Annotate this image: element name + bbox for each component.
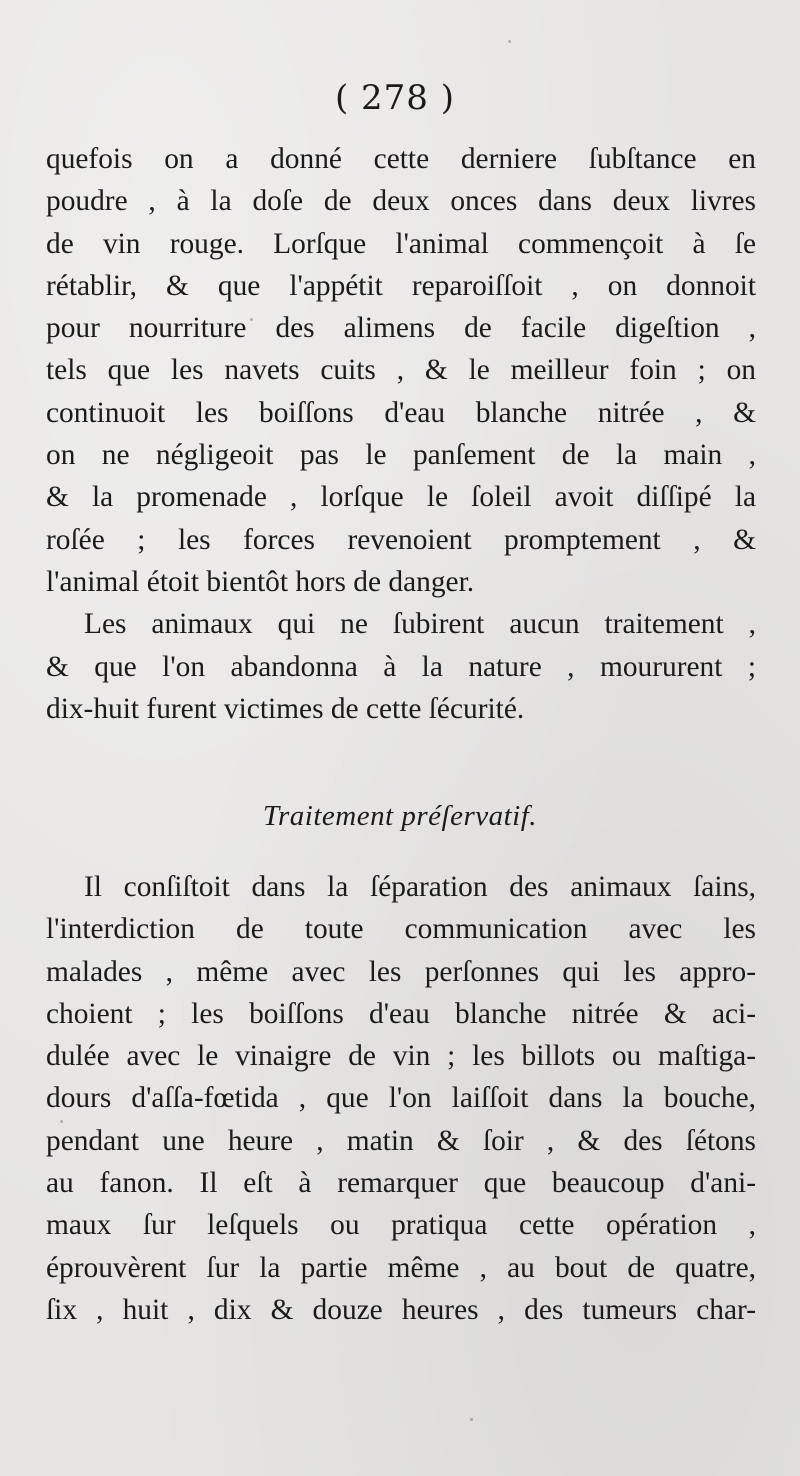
text-line: ſix , huit , dix & douze heures , des tumeurs char- [46, 1293, 756, 1326]
text-line: Les animaux qui ne ſubirent aucun traitement , [84, 608, 756, 641]
text-line: dix-huit furent victimes de cette ſécurité. [46, 692, 525, 725]
paper-speck [250, 318, 253, 321]
text-line: l'interdiction de toute communication avec les [46, 913, 756, 946]
text-line: au fanon. Il eſt à remarquer que beaucoup d'ani- [46, 1167, 756, 1200]
text-line: rétablir, & que l'appétit reparoiſſoit , on donnoit [46, 269, 756, 302]
paragraph-1 [46, 138, 756, 603]
text-line: choient ; les boiſſons d'eau blanche nitrée & aci- [46, 997, 756, 1030]
text-line: on ne négligeoit pas le panſement de la main , [46, 439, 756, 472]
text-line: pour nourriture des alimens de facile digeſtion , [46, 312, 756, 345]
text-line: dulée avec le vinaigre de vin ; les billots ou maſtiga- [46, 1040, 756, 1073]
paper-speck [470, 1418, 473, 1421]
paper-speck [508, 40, 511, 43]
text-line: poudre , à la doſe de deux onces dans deux livres [46, 185, 756, 218]
paragraph-3 [46, 866, 756, 1331]
page-number: ( 278 ) [334, 78, 456, 118]
text-line: malades , même avec les perſonnes qui les appro- [46, 955, 756, 988]
text-line: Il conſiſtoit dans la ſéparation des animaux ſains, [84, 871, 756, 903]
text-line: roſée ; les forces revenoient promptement , & [46, 523, 756, 556]
text-line: éprouvèrent ſur la partie même , au bout de quatre, [46, 1251, 756, 1284]
text-line: de vin rouge. Lorſque l'animal commençoit à ſe [46, 227, 756, 260]
text-line: continuoit les boiſſons d'eau blanche nitrée , & [46, 396, 756, 429]
text-line: & que l'on abandonna à la nature , moururent ; [46, 650, 756, 683]
text-line: dours d'aſſa-fœtida , que l'on laiſſoit dans la bouche, [46, 1082, 756, 1115]
paragraph-2 [46, 603, 756, 730]
main-text [46, 138, 756, 730]
text-line: tels que les navets cuits , & le meilleur foin ; on [46, 354, 756, 387]
paper-speck [60, 1120, 63, 1123]
text-line: l'animal étoit bientôt hors de danger. [46, 565, 475, 598]
main-text-continued [46, 866, 756, 1331]
text-line: maux ſur leſquels ou pratiqua cette opération , [46, 1209, 756, 1242]
section-heading: Traitement préſervatif. [262, 800, 538, 832]
text-line: & la promenade , lorſque le ſoleil avoit diſſipé la [46, 481, 756, 514]
text-line: pendant une heure , matin & ſoir , & des ſétons [46, 1124, 756, 1157]
text-line: quefois on a donné cette derniere ſubſtance en [46, 143, 756, 175]
